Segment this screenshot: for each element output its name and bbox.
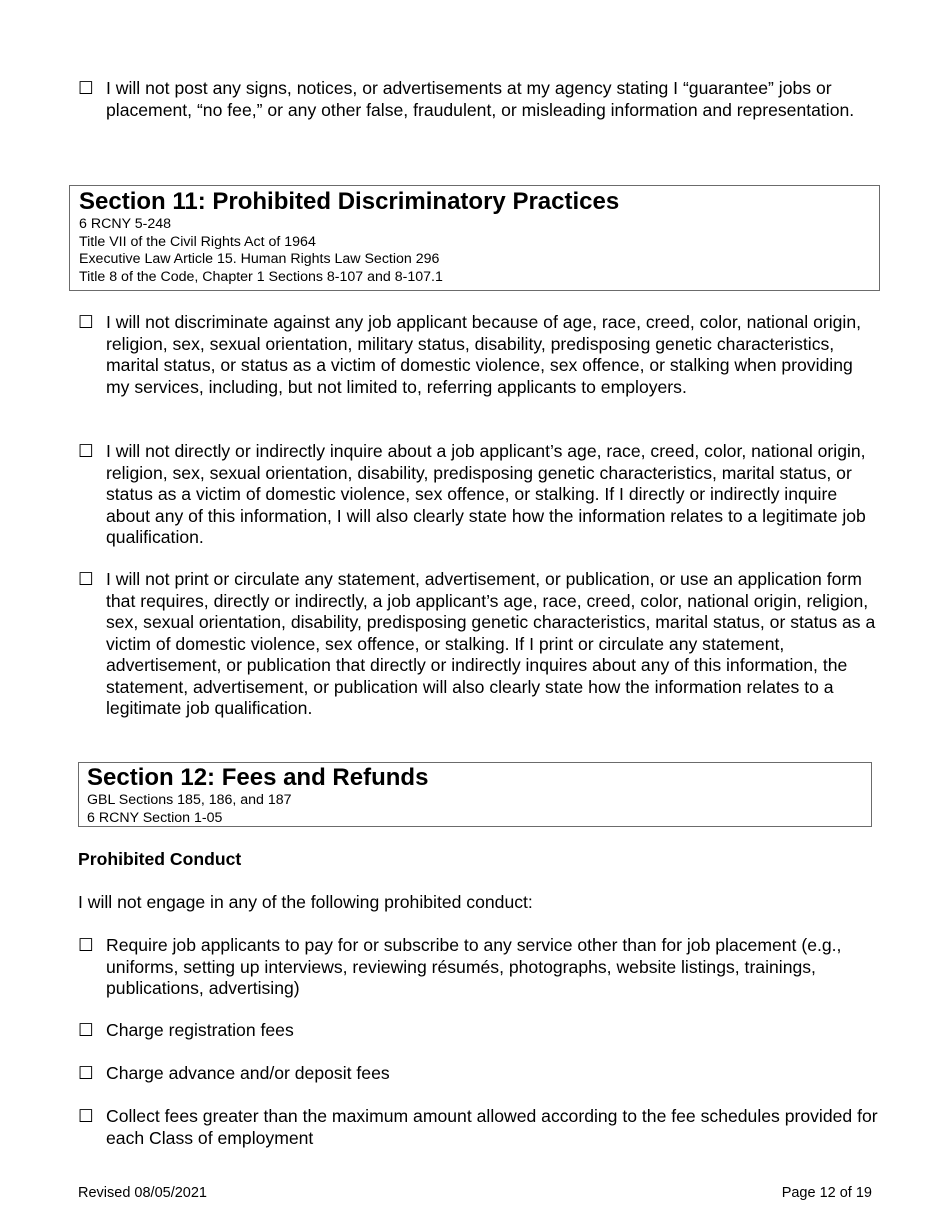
checklist-item-text: Charge advance and/or deposit fees xyxy=(106,1063,390,1083)
checklist-item xyxy=(78,1106,878,1149)
section-11-ref: 6 RCNY 5-248 xyxy=(79,216,172,232)
checklist-item xyxy=(78,935,878,1000)
section-11-title: Section 11: Prohibited Discriminatory Practices xyxy=(79,188,620,215)
checklist-item xyxy=(78,441,878,549)
checklist-item-text: I will not print or circulate any statement, advertisement, or publication, or use an application form that requires, directly or indirectly, a job applicant’s age, race, creed, color, national origin, religion, sex, sexual orientation, disability, predisposing genetic characteristics, marital status, or status as a victim of domestic violence, sex offence, or stalking. If I print or circulate any statement, advertisement, or publication that directly or indirectly inquires about any of this information, the statement, advertisement, or publication will also clearly state how the information relates to a legitimate job qualification. xyxy=(106,569,876,718)
checklist-item xyxy=(78,1020,878,1042)
checklist-item xyxy=(78,312,878,398)
section-11-ref: Executive Law Article 15. Human Rights Law Section 296 xyxy=(79,251,440,267)
section-12-title: Section 12: Fees and Refunds xyxy=(87,764,429,791)
checklist-item-text: Collect fees greater than the maximum amount allowed according to the fee schedules provided for each Class of employment xyxy=(106,1106,878,1148)
checklist-item-text: Require job applicants to pay for or subscribe to any service other than for job placement (e.g., uniforms, setting up interviews, reviewing résumés, photographs, website listings, trainings, publications, advertising) xyxy=(106,935,842,998)
checkbox[interactable]: ☐ xyxy=(78,312,94,332)
checkbox[interactable]: ☐ xyxy=(78,1063,94,1083)
section-12-ref: GBL Sections 185, 186, and 187 xyxy=(87,792,292,808)
section-11-header xyxy=(69,185,880,291)
section-12-header xyxy=(78,762,872,827)
checkbox[interactable]: ☐ xyxy=(78,1106,94,1126)
subheading: Prohibited Conduct xyxy=(78,849,242,869)
section-11-ref: Title 8 of the Code, Chapter 1 Sections 8-107 and 8-107.1 xyxy=(79,268,443,285)
checkbox[interactable]: ☐ xyxy=(78,1020,94,1040)
lead-text: I will not engage in any of the following prohibited conduct: xyxy=(78,892,533,912)
footer-page-number: Page 12 of 19 xyxy=(781,1185,872,1201)
checkbox[interactable]: ☐ xyxy=(78,78,94,98)
checklist-item-text: I will not discriminate against any job applicant because of age, race, creed, color, national origin, religion, sex, sexual orientation, military status, disability, predisposing genetic characteristics, marital status, or status as a victim of domestic violence, sex offence, or stalking when providing my services, including, but not limited to, referring applicants to employers. xyxy=(106,312,862,397)
checklist-item xyxy=(78,569,878,720)
checklist-item xyxy=(78,1063,878,1085)
footer-revised-date: Revised 08/05/2021 xyxy=(78,1185,207,1201)
checklist-item-text: I will not directly or indirectly inquire about a job applicant’s age, race, creed, color, national origin, religion, sex, sexual orientation, disability, predisposing genetic characteristics, marital status, or status as a victim of domestic violence, sex offence, or stalking. If I directly or indirectly inquire about any of this information, I will also clearly state how the information relates to a legitimate job qualification. xyxy=(106,441,866,547)
section-11-ref: Title VII of the Civil Rights Act of 1964 xyxy=(79,233,316,250)
section-12-ref: 6 RCNY Section 1-05 xyxy=(87,809,223,826)
checkbox[interactable]: ☐ xyxy=(78,569,94,589)
checklist-item-text: Charge registration fees xyxy=(106,1020,294,1040)
checkbox[interactable]: ☐ xyxy=(78,441,94,461)
checklist-item-text: I will not post any signs, notices, or advertisements at my agency stating I “guarantee” jobs or placement, “no fee,” or any other false, fraudulent, or misleading information and representation. xyxy=(106,78,855,120)
checklist-item xyxy=(78,78,878,121)
checkbox[interactable]: ☐ xyxy=(78,935,94,955)
